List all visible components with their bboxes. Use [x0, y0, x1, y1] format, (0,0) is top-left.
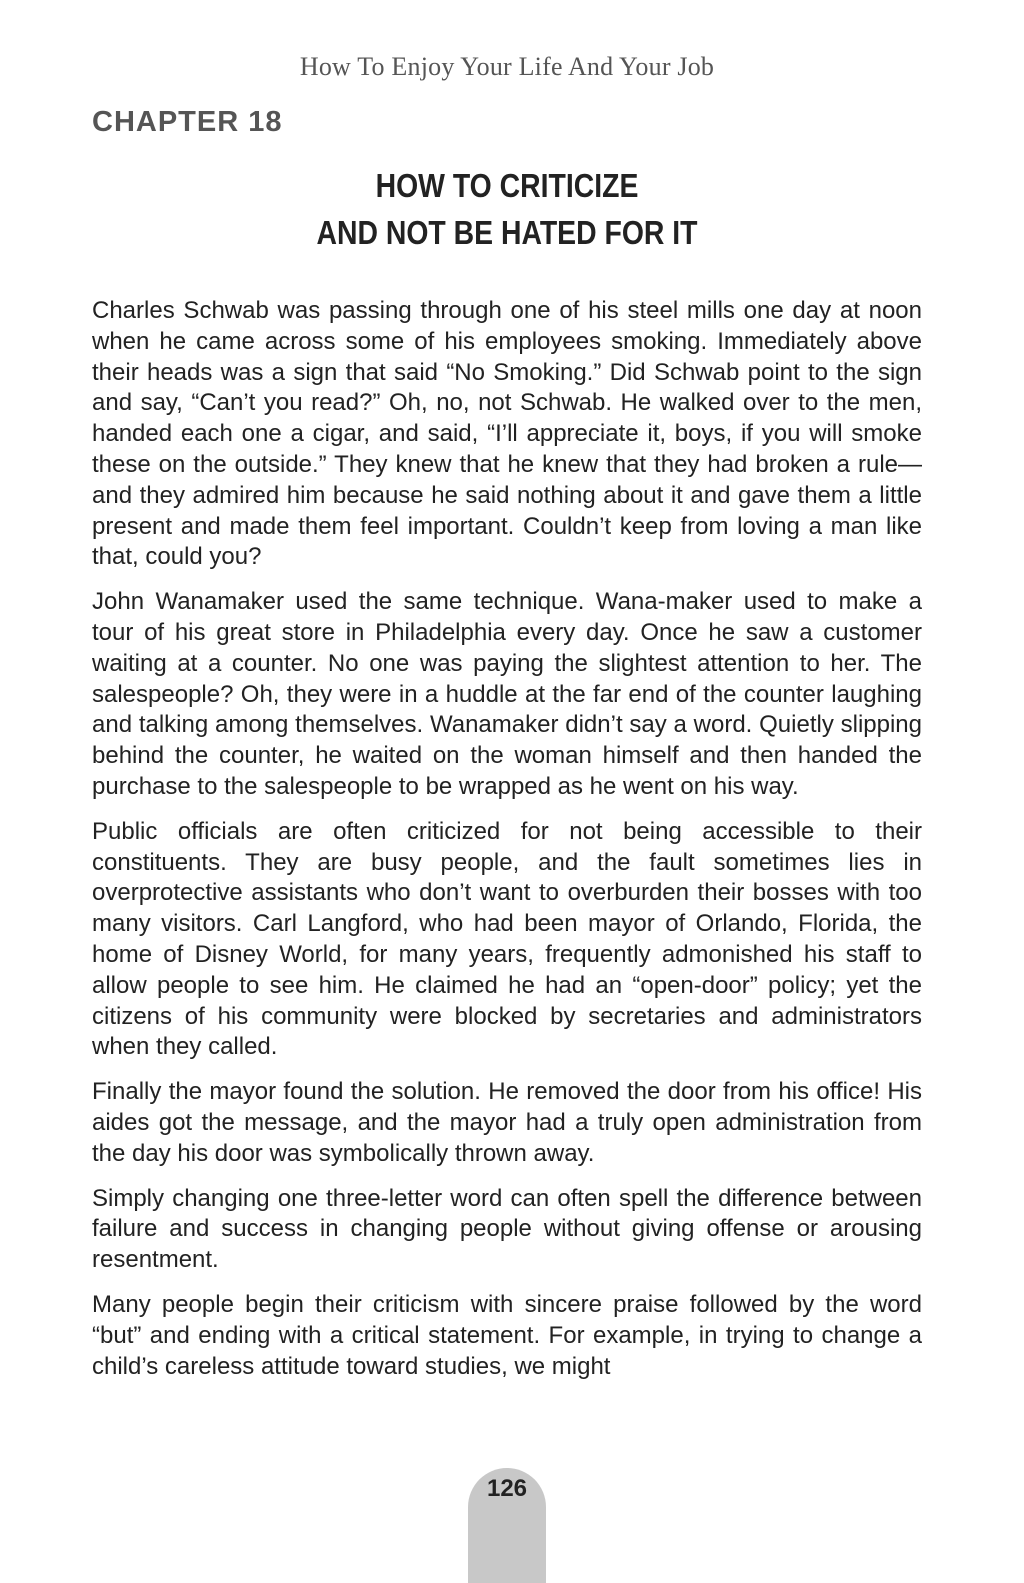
chapter-title-line-2: AND NOT BE HATED FOR IT	[316, 214, 698, 251]
chapter-title	[71, 162, 943, 256]
running-header: How To Enjoy Your Life And Your Job	[299, 52, 715, 81]
paragraph: John Wanamaker used the same technique. Wana-maker used to make a tour of his great store in Philadelphia every day. Once he saw a customer waiting at a counter. No one was paying the slightest attention to her. The salespeople? Oh, they were in a huddle at the far end of the counter laughing and talking among themselves. Wanamaker didn’t say a word. Quietly slipping behind the counter, he waited on the woman himself and then handed the purchase to the salespeople to be wrapped as he went on his way.	[92, 588, 922, 800]
paragraph: Public officials are often criticized for not being accessible to their constituents. They are busy people, and the fault sometimes lies in overprotective assistants who don’t want to overburden their bosses with too many visitors. Carl Langford, who had been mayor of Orlando, Florida, the home of Disney World, for many years, frequently admonished his staff to allow people to see him. He claimed he had an “open-door” policy; yet the citizens of his community were blocked by secretaries and administrators when they called.	[92, 817, 922, 1061]
paragraph: Simply changing one three-letter word can often spell the difference between failure and success in changing people without giving offense or arousing resentment.	[92, 1184, 922, 1274]
paragraph: Charles Schwab was passing through one of his steel mills one day at noon when he came across some of his employees smoking. Immediately above their heads was a sign that said “No Smoking.” Did Schwab point to the sign and say, “Can’t you read?” Oh, no, not Schwab. He walked over to the men, handed each one a cigar, and said, “I’ll appreciate it, boys, if you will smoke these on the outside.” They knew that he knew that they had broken a rule—and they admired him because he said nothing about it and gave them a little present and made them feel important. Couldn’t keep from loving a man like that, could you?	[92, 297, 922, 571]
page-number: 126	[486, 1475, 528, 1502]
paragraph: Many people begin their criticism with sincere praise followed by the word “but” and ending with a critical statement. For example, in trying to change a child’s careless attitude toward studies, we might	[92, 1290, 922, 1380]
paragraph: Finally the mayor found the solution. He removed the door from his office! His aides got the message, and the mayor had a truly open administration from the day his door was symbolically thrown away.	[92, 1078, 922, 1167]
chapter-title-line-1: HOW TO CRITICIZE	[375, 167, 639, 204]
page-number-tab	[468, 1468, 546, 1583]
body-text	[92, 296, 922, 1396]
chapter-label: CHAPTER 18	[92, 106, 283, 138]
